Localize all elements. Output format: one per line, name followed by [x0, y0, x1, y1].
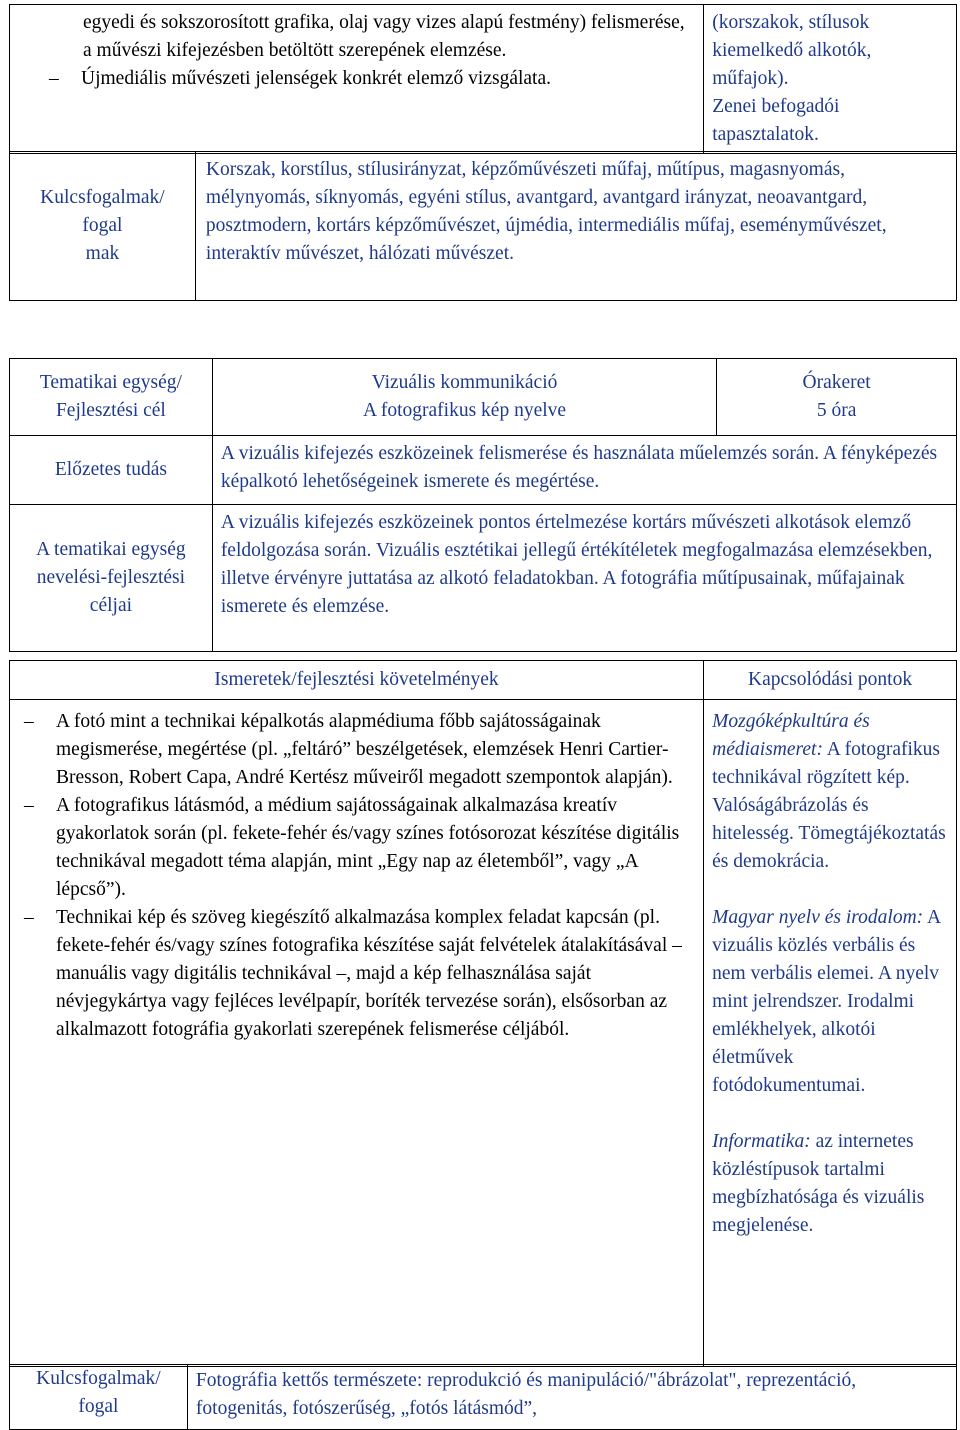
top-right-cell [704, 5, 957, 154]
table-row [10, 152, 957, 301]
table-row [10, 1365, 957, 1430]
kulcsfogalmak-table [9, 151, 957, 301]
tematikai-label: Tematikai egység/ Fejlesztési cél [10, 359, 213, 436]
unit-title: Vizuális kommunikáció A fotografikus kép nyelve [212, 359, 716, 436]
table-row [10, 505, 957, 652]
kapcs-block: Magyar nyelv és irodalom: A vizuális közlés verbális és nem verbális elemei. A nyelv mint jelrendszer. Irodalmi emlékhelyek, alkotói életművek fotódokumentumai. [712, 907, 940, 1096]
celjai-label: A tematikai egység nevelési-fejlesztési céljai [10, 505, 213, 652]
kulcsfogalmak2-table [9, 1364, 957, 1430]
bullet-list [43, 65, 695, 93]
elozetes-label: Előzetes tudás [10, 436, 213, 505]
kapcs-block: Informatika: az internetes közléstípusok tartalmi megbízhatósága és vizuális megjelenése. [712, 1131, 925, 1236]
ismeretek-cell [10, 700, 704, 1367]
table-row [10, 661, 957, 700]
unit-table [9, 358, 957, 652]
list-item: – A fotografikus látásmód, a médium sajátosságainak alkalmazása kreatív gyakorlatok során (pl. fekete-fehér és/vagy színes fotósorozat készítése digitális technikával megadott téma alapján, mint „Egy nap az életemből”, vagy „A lépcső”). [18, 792, 695, 904]
list-item: – Újmediális művészeti jelenségek konkrét elemző vizsgálata. [43, 65, 695, 93]
list-item: – Technikai kép és szöveg kiegészítő alkalmazása komplex feladat kapcsán (pl. fekete-fehér és/vagy színes fotografika készítése saját felvételek átalakításával – manuális vagy digitális technikával –, majd a kép felhasználása saját névjegykártya vagy fejléces levélpapír, boríték tervezése során), elsősorban az alkalmazott fotográfia gyakorlati szerepének felismerése céljából. [18, 904, 695, 1044]
requirements-list [18, 708, 695, 1044]
table-row [10, 700, 957, 1367]
kapcsolodasi-cell [704, 700, 957, 1367]
kapcsolodasi-header: Kapcsolódási pontok [704, 661, 957, 700]
top-table [9, 4, 957, 154]
celjai-text: A vizuális kifejezés eszközeinek pontos értelmezése kortárs művészeti alkotások elemző feldolgozása során. Vizuális esztétikai jellegű értékítéletek megfogalmazása elemzésekben, illetve érvényre juttatása az alkotó feladatokban. A fotográfia műtípusainak, műfajainak ismerete és elemzése. [212, 505, 956, 652]
kulcsfogalmak-text: Korszak, korstílus, stílusirányzat, képzőművészeti műfaj, műtípus, magasnyomás, mélynyomás, síknyomás, egyéni stílus, avantgard, avantgard irányzat, neoavantgard, posztmodern, kortárs képzőművészet, újmédia, intermediális műfaj, eseményművészet, interaktív művészet, hálózati művészet. [195, 152, 956, 301]
list-item: – A fotó mint a technikai képalkotás alapmédiuma főbb sajátosságainak megismerése, megértése (pl. „feltáró” beszélgetések, elemzések Henri Cartier-Bresson, Robert Capa, André Kertész műveiről megadott szempontok alapján). [18, 708, 695, 792]
kulcsfogalmak-label: Kulcsfogalmak/ fogal mak [10, 152, 196, 301]
table-row [10, 5, 957, 154]
elozetes-text: A vizuális kifejezés eszközeinek felismerése és használata műelemzés során. A fényképezés képalkotó lehetőségeinek ismerete és megértése. [212, 436, 956, 505]
cell-text: Zenei befogadói tapasztalatok. [712, 96, 840, 145]
top-left-cell [10, 5, 704, 154]
table-row [10, 359, 957, 436]
kulcsfogalmak2-text: Fotográfia kettős természete: reprodukció és manipuláció/"ábrázolat", reprezentáció, fotogenitás, fotószerűség, „fotós látásmód”, [187, 1365, 956, 1430]
orakeret: Órakeret 5 óra [717, 359, 957, 436]
table-row [10, 436, 957, 505]
cell-text: (korszakok, stílusok kiemelkedő alkotók, műfajok). [712, 12, 872, 89]
cell-text: egyedi és sokszorosított grafika, olaj vagy vizes alapú festmény) felismerése, a művészi kifejezésben betöltött szerepének elemzése. [83, 12, 685, 61]
kulcsfogalmak2-label: Kulcsfogalmak/ fogal [10, 1365, 188, 1430]
kapcs-block: Mozgóképkultúra és médiaismeret: A fotografikus technikával rögzített kép. Valóságábrázolás és hitelesség. Tömegtájékoztatás és demokrácia. [712, 711, 946, 872]
ismeretek-header: Ismeretek/fejlesztési követelmények [10, 661, 704, 700]
requirements-table [9, 660, 957, 1367]
